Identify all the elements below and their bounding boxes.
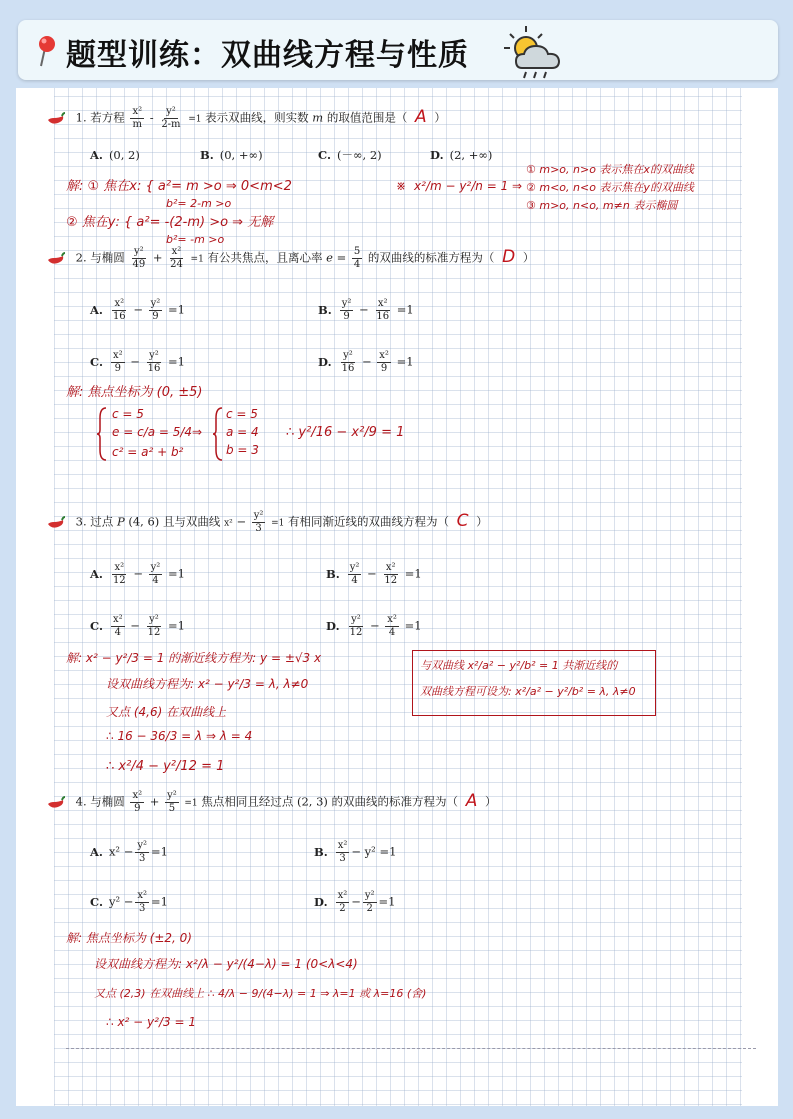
q4-option-c: C. y² − $\frac{\text{x²}}{3}$ =1 xyxy=(90,890,168,914)
answer-1: A xyxy=(415,106,427,127)
answer-4: A xyxy=(465,790,478,811)
q1-option-c: C. (－∞, 2) xyxy=(318,148,382,162)
q3-boxed-line1: 与双曲线 x²/a² − y²/b² = 1 共渐近线的 xyxy=(420,659,618,672)
grid-paper xyxy=(16,88,778,1106)
q3-work-line4: ∴ 16 − 36/3 = λ ⇒ λ = 4 xyxy=(106,729,253,743)
q3-work-line5: ∴ x²/4 − y²/12 = 1 xyxy=(106,759,225,774)
q2-option-d: D. $\frac{\text{y²}}{16}$ − $\frac{\text{x²}}{9}$ =1 xyxy=(318,350,414,374)
q4-option-a: A. x² − $\frac{\text{y²}}{3}$ =1 xyxy=(90,840,168,864)
q1-work-line4: b²= -m >o xyxy=(166,233,225,246)
q1-option-b: B. (0, +∞) xyxy=(200,148,263,162)
q2-work-line1: 解: 焦点坐标为 (0, ±5) xyxy=(66,385,203,400)
q1-note-equation: x²/m − y²/n = 1 ⇒ xyxy=(414,179,523,193)
header-banner xyxy=(18,20,778,80)
q2-work-c-result: c = 5 xyxy=(226,407,258,421)
sun-cloud-rain-icon xyxy=(498,24,578,80)
q4-option-b: B. $\frac{\text{x²}}{3}$ − y² =1 xyxy=(314,840,397,864)
q2-work-b-result: b = 3 xyxy=(226,443,259,457)
answer-3: C xyxy=(456,510,469,531)
divider xyxy=(66,1048,756,1049)
q3-boxed-line2: 双曲线方程可设为: x²/a² − y²/b² = λ, λ≠0 xyxy=(420,685,636,698)
q2-work-relation: c² = a² + b² xyxy=(112,445,184,459)
page-title: 题型训练：双曲线方程与性质 xyxy=(66,38,469,73)
q3-work-line1: 解: x² − y²/3 = 1 的渐近线方程为: y = ±√3 x xyxy=(66,651,322,665)
q3-option-d: D. $\frac{\text{y²}}{12}$ − $\frac{\text{x²}}{4}$ =1 xyxy=(326,614,422,638)
q4-work-line1: 解: 焦点坐标为 (±2, 0) xyxy=(66,931,192,945)
q1-note-case2: ② m<o, n<o 表示焦在y的双曲线 xyxy=(526,181,694,194)
q3-option-c: C. $\frac{\text{x²}}{4}$ − $\frac{\text{y²}}{12}$ =1 xyxy=(90,614,185,638)
q1-note-case1: ① m>o, n>o 表示焦在x的双曲线 xyxy=(526,163,694,176)
question-1: 1. 若方程 $\frac{\text{x²}}{m}$ - $\frac{\text{y²}}{2-m}$ =1 表示双曲线，则实数 m 的取值范围是（ A ） xyxy=(46,106,446,131)
q1-option-d: D. (2, +∞) xyxy=(430,148,493,162)
q1-work-line3: ② 焦在y: { a²= -(2-m) >o ⇒ 无解 xyxy=(66,215,274,230)
chili-pepper-icon xyxy=(46,112,66,126)
q2-work-a-result: a = 4 xyxy=(226,425,259,439)
q3-option-a: A. $\frac{\text{x²}}{12}$ − $\frac{\text{y²}}{4}$ =1 xyxy=(90,562,185,586)
question-4: 4. 与椭圆 $\frac{\text{x²}}{9}$ + $\frac{\text{y²}}{5}$ =1 焦点相同且经过点 (2, 3) 的双曲线的标准方程为（ A ） xyxy=(46,790,497,815)
brace-icon xyxy=(212,406,224,462)
q4-option-d: D. $\frac{\text{x²}}{2}$ − $\frac{\text{y²}}{2}$ =1 xyxy=(314,890,396,914)
implies-arrow: ⇒ xyxy=(192,425,203,439)
q1-work-line1: 解: ① 焦在x: { a²= m >o ⇒ 0<m<2 xyxy=(66,179,292,194)
q2-work-e: e = c/a = 5/4 xyxy=(112,425,193,439)
map-pin-icon xyxy=(32,34,62,68)
q2-work-c: c = 5 xyxy=(112,407,144,421)
q3-option-b: B. $\frac{\text{y²}}{4}$ − $\frac{\text{x²}}{12}$ =1 xyxy=(326,562,422,586)
q1-note-case3: ③ m>o, n<o, m≠n 表示椭圆 xyxy=(526,199,678,212)
q2-option-a: A. $\frac{\text{x²}}{16}$ − $\frac{\text{y²}}{9}$ =1 xyxy=(90,298,185,322)
q2-work-conclusion: ∴ y²/16 − x²/9 = 1 xyxy=(286,425,405,440)
q3-work-line3: 又点 (4,6) 在双曲线上 xyxy=(106,705,227,719)
q3-work-line2: 设双曲线方程为: x² − y²/3 = λ, λ≠0 xyxy=(106,677,309,691)
chili-pepper-icon xyxy=(46,252,66,266)
answer-2: D xyxy=(502,246,516,267)
chili-pepper-icon xyxy=(46,516,66,530)
question-3: 3. 过点 P (4, 6) 且与双曲线 x² − $\frac{\text{y²}}{3}$ =1 有相同渐近线的双曲线方程为（ C ） xyxy=(46,510,488,535)
chili-pepper-icon xyxy=(46,796,66,810)
brace-icon xyxy=(96,406,108,462)
q1-work-line2: b²= 2-m >o xyxy=(166,197,232,210)
q4-work-line4: ∴ x² − y²/3 = 1 xyxy=(106,1015,196,1029)
q2-option-b: B. $\frac{\text{y²}}{9}$ − $\frac{\text{x²}}{16}$ =1 xyxy=(318,298,414,322)
question-2: 2. 与椭圆 $\frac{\text{y²}}{49}$ + $\frac{\text{x²}}{24}$ =1 有公共焦点，且离心率 e = $\frac{5}{4}$ 的双曲线的标准方程为（ D ） xyxy=(46,246,534,271)
q4-work-line2: 设双曲线方程为: x²/λ − y²/(4−λ) = 1 (0<λ<4) xyxy=(94,957,358,971)
q1-note-mark: ※ xyxy=(396,179,407,193)
q4-work-line3: 又点 (2,3) 在双曲线上 ∴ 4/λ − 9/(4−λ) = 1 ⇒ λ=1 或 λ=16 (舍) xyxy=(94,987,427,1000)
q1-option-a: A. (0, 2) xyxy=(90,148,140,162)
q2-option-c: C. $\frac{\text{x²}}{9}$ − $\frac{\text{y²}}{16}$ =1 xyxy=(90,350,185,374)
